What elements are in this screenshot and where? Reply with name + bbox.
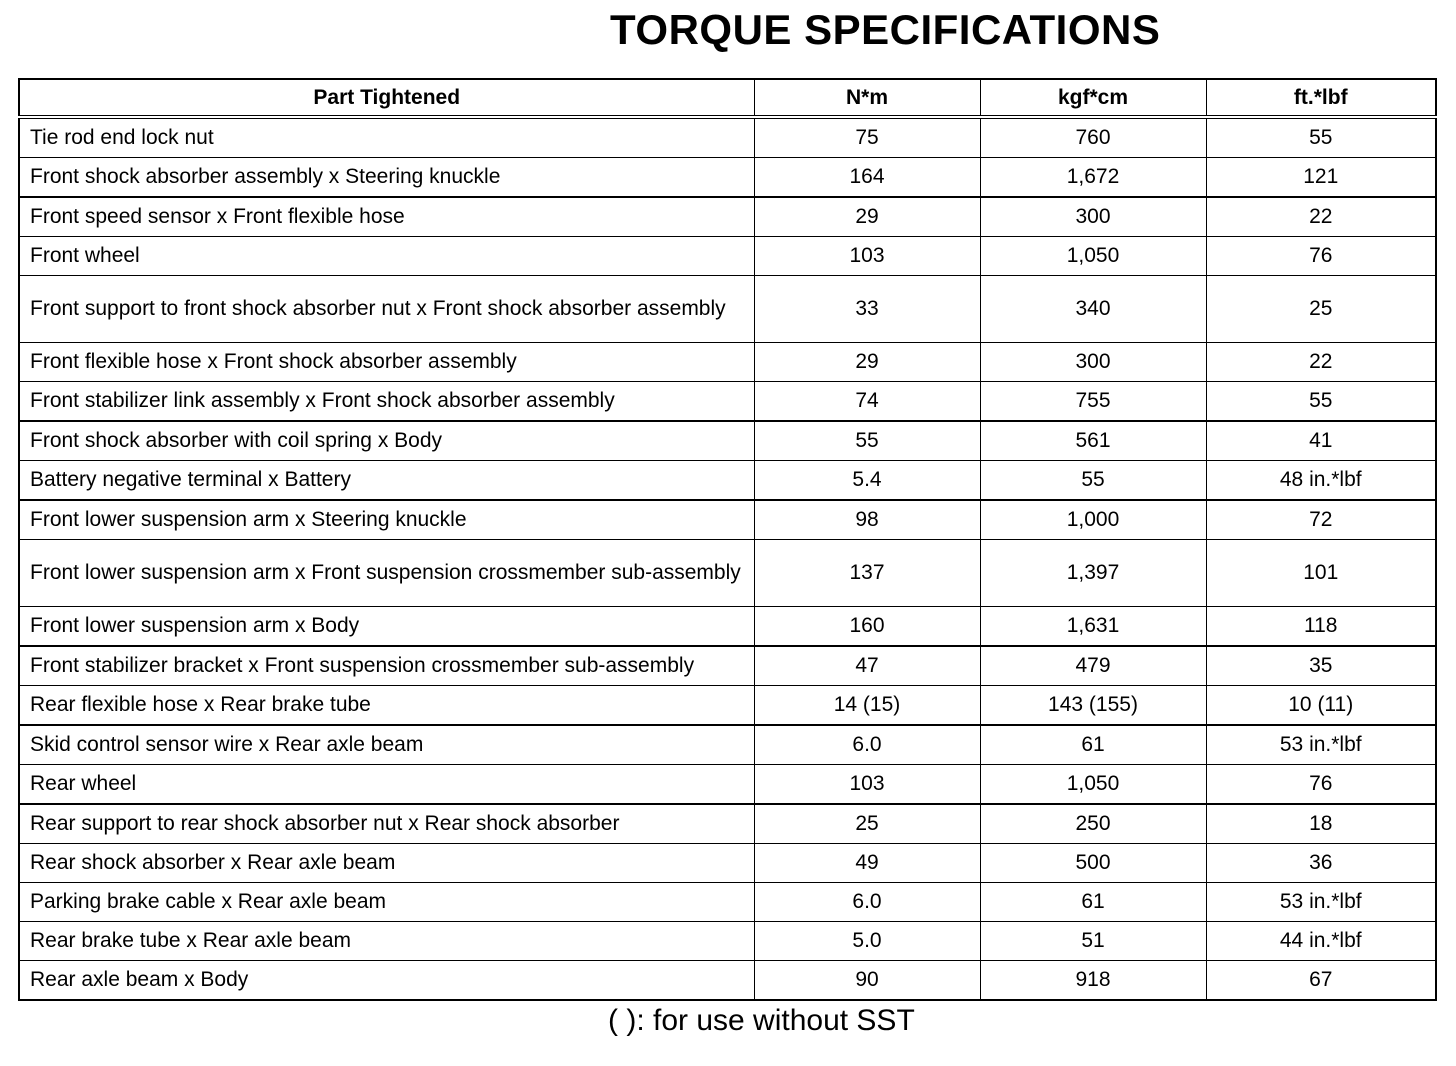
cell-ftlbf: 67 — [1206, 961, 1436, 1001]
cell-part: Front shock absorber assembly x Steering knuckle — [19, 158, 754, 198]
cell-nm: 103 — [754, 765, 980, 805]
cell-kgfcm: 755 — [980, 382, 1206, 422]
cell-nm: 55 — [754, 421, 980, 461]
cell-part: Front flexible hose x Front shock absorber assembly — [19, 343, 754, 382]
cell-part: Rear brake tube x Rear axle beam — [19, 922, 754, 961]
cell-part: Parking brake cable x Rear axle beam — [19, 883, 754, 922]
table-row — [19, 540, 1436, 607]
page-title: TORQUE SPECIFICATIONS — [610, 6, 1161, 53]
table-row — [19, 883, 1436, 922]
cell-ftlbf: 53 in.*lbf — [1206, 883, 1436, 922]
table-row — [19, 961, 1436, 1001]
table-row — [19, 197, 1436, 237]
cell-ftlbf: 41 — [1206, 421, 1436, 461]
table-row — [19, 158, 1436, 198]
cell-ftlbf: 36 — [1206, 844, 1436, 883]
cell-ftlbf: 118 — [1206, 607, 1436, 647]
cell-nm: 47 — [754, 646, 980, 686]
cell-kgfcm: 1,050 — [980, 765, 1206, 805]
table-row — [19, 686, 1436, 726]
cell-ftlbf: 53 in.*lbf — [1206, 725, 1436, 765]
cell-part: Rear support to rear shock absorber nut x Rear shock absorber — [19, 804, 754, 844]
cell-ftlbf: 18 — [1206, 804, 1436, 844]
cell-kgfcm: 143 (155) — [980, 686, 1206, 726]
table-header-row — [19, 79, 1436, 117]
cell-nm: 29 — [754, 197, 980, 237]
cell-nm: 29 — [754, 343, 980, 382]
cell-nm: 137 — [754, 540, 980, 607]
table-row — [19, 421, 1436, 461]
header-nm: N*m — [754, 79, 980, 117]
table-row — [19, 844, 1436, 883]
table-row — [19, 922, 1436, 961]
cell-nm: 98 — [754, 500, 980, 540]
cell-kgfcm: 1,397 — [980, 540, 1206, 607]
cell-ftlbf: 22 — [1206, 197, 1436, 237]
cell-ftlbf: 76 — [1206, 237, 1436, 276]
cell-part: Rear flexible hose x Rear brake tube — [19, 686, 754, 726]
cell-ftlbf: 121 — [1206, 158, 1436, 198]
cell-part: Front lower suspension arm x Steering knuckle — [19, 500, 754, 540]
cell-kgfcm: 250 — [980, 804, 1206, 844]
cell-nm: 90 — [754, 961, 980, 1001]
table-row — [19, 500, 1436, 540]
table-row — [19, 765, 1436, 805]
table-row — [19, 237, 1436, 276]
cell-nm: 103 — [754, 237, 980, 276]
cell-kgfcm: 1,000 — [980, 500, 1206, 540]
cell-ftlbf: 22 — [1206, 343, 1436, 382]
cell-nm: 75 — [754, 117, 980, 158]
cell-nm: 14 (15) — [754, 686, 980, 726]
header-ftlbf: ft.*lbf — [1206, 79, 1436, 117]
cell-nm: 5.0 — [754, 922, 980, 961]
table-row — [19, 276, 1436, 343]
cell-ftlbf: 48 in.*lbf — [1206, 461, 1436, 501]
cell-kgfcm: 51 — [980, 922, 1206, 961]
cell-ftlbf: 35 — [1206, 646, 1436, 686]
table-row — [19, 117, 1436, 158]
cell-nm: 6.0 — [754, 725, 980, 765]
table-body — [19, 117, 1436, 1000]
header-part-tightened: Part Tightened — [19, 79, 754, 117]
table-row — [19, 646, 1436, 686]
cell-nm: 25 — [754, 804, 980, 844]
cell-kgfcm: 500 — [980, 844, 1206, 883]
table-row — [19, 804, 1436, 844]
cell-kgfcm: 1,672 — [980, 158, 1206, 198]
cell-ftlbf: 44 in.*lbf — [1206, 922, 1436, 961]
cell-kgfcm: 61 — [980, 725, 1206, 765]
cell-kgfcm: 561 — [980, 421, 1206, 461]
cell-part: Front speed sensor x Front flexible hose — [19, 197, 754, 237]
cell-kgfcm: 479 — [980, 646, 1206, 686]
cell-kgfcm: 1,050 — [980, 237, 1206, 276]
table-row — [19, 382, 1436, 422]
cell-part: Battery negative terminal x Battery — [19, 461, 754, 501]
cell-part: Rear wheel — [19, 765, 754, 805]
table-row — [19, 343, 1436, 382]
cell-part: Front shock absorber with coil spring x Body — [19, 421, 754, 461]
cell-ftlbf: 55 — [1206, 117, 1436, 158]
cell-part: Skid control sensor wire x Rear axle beam — [19, 725, 754, 765]
cell-part: Front lower suspension arm x Body — [19, 607, 754, 647]
cell-part: Front wheel — [19, 237, 754, 276]
cell-part: Front stabilizer link assembly x Front shock absorber assembly — [19, 382, 754, 422]
cell-ftlbf: 76 — [1206, 765, 1436, 805]
cell-part: Front lower suspension arm x Front suspension crossmember sub-assembly — [19, 540, 754, 607]
cell-ftlbf: 101 — [1206, 540, 1436, 607]
cell-part: Tie rod end lock nut — [19, 117, 754, 158]
footnote: ( ): for use without SST — [608, 1004, 915, 1037]
cell-ftlbf: 55 — [1206, 382, 1436, 422]
table-row — [19, 607, 1436, 647]
cell-part: Rear shock absorber x Rear axle beam — [19, 844, 754, 883]
cell-ftlbf: 25 — [1206, 276, 1436, 343]
cell-kgfcm: 61 — [980, 883, 1206, 922]
cell-part: Front stabilizer bracket x Front suspension crossmember sub-assembly — [19, 646, 754, 686]
cell-kgfcm: 918 — [980, 961, 1206, 1001]
cell-nm: 49 — [754, 844, 980, 883]
header-kgfcm: kgf*cm — [980, 79, 1206, 117]
cell-kgfcm: 300 — [980, 343, 1206, 382]
cell-ftlbf: 72 — [1206, 500, 1436, 540]
cell-nm: 74 — [754, 382, 980, 422]
torque-spec-table — [18, 78, 1437, 1001]
cell-kgfcm: 340 — [980, 276, 1206, 343]
table-row — [19, 461, 1436, 501]
cell-kgfcm: 1,631 — [980, 607, 1206, 647]
cell-part: Rear axle beam x Body — [19, 961, 754, 1001]
table-row — [19, 725, 1436, 765]
cell-part: Front support to front shock absorber nut x Front shock absorber assembly — [19, 276, 754, 343]
cell-nm: 160 — [754, 607, 980, 647]
cell-kgfcm: 760 — [980, 117, 1206, 158]
cell-kgfcm: 55 — [980, 461, 1206, 501]
cell-nm: 33 — [754, 276, 980, 343]
cell-nm: 5.4 — [754, 461, 980, 501]
cell-nm: 6.0 — [754, 883, 980, 922]
cell-nm: 164 — [754, 158, 980, 198]
cell-ftlbf: 10 (11) — [1206, 686, 1436, 726]
cell-kgfcm: 300 — [980, 197, 1206, 237]
